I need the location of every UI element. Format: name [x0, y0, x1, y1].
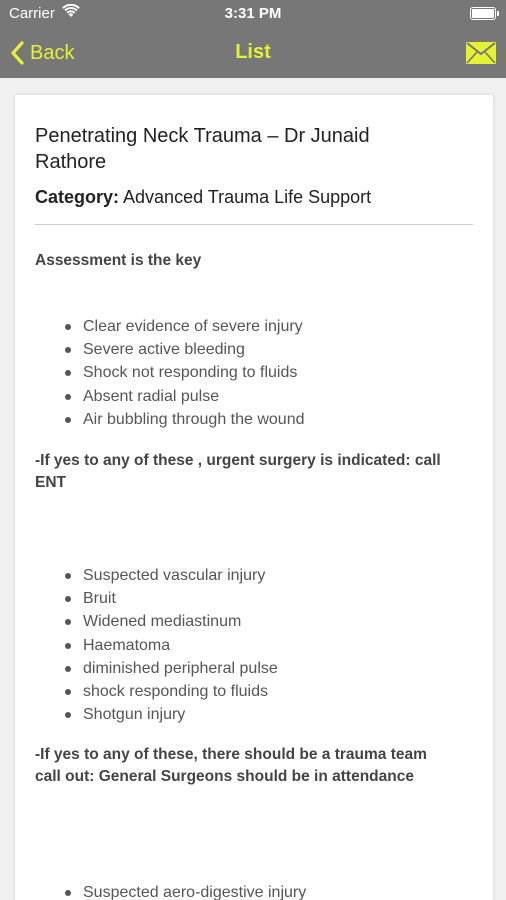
mail-button[interactable] — [466, 42, 496, 64]
page-title: List — [235, 41, 271, 63]
list-item: Suspected aero-digestive injury — [35, 881, 306, 900]
list-item: Clear evidence of severe injury — [35, 315, 305, 338]
article-category — [35, 187, 371, 208]
back-button-label: Back — [30, 41, 75, 64]
status-bar — [0, 0, 506, 28]
list-item: Shock not responding to fluids — [35, 361, 305, 384]
list-item: Absent radial pulse — [35, 385, 305, 408]
list-item: Haematoma — [35, 634, 278, 657]
mail-icon — [466, 42, 496, 64]
list-item: Bruit — [35, 587, 278, 610]
article-title: Penetrating Neck Trauma – Dr Junaid Rathore — [35, 125, 370, 173]
list-item: Air bubbling through the wound — [35, 408, 305, 431]
section1-list — [35, 315, 305, 431]
list-item: Shotgun injury — [35, 703, 278, 726]
navigation-bar — [0, 28, 506, 78]
list-item: Widened mediastinum — [35, 610, 278, 633]
list-item: diminished peripheral pulse — [35, 657, 278, 680]
list-item: Suspected vascular injury — [35, 564, 278, 587]
list-item: Severe active bleeding — [35, 338, 305, 361]
section1-note: -If yes to any of these , urgent surgery is indicated: call ENT — [35, 452, 441, 491]
section3-list — [35, 881, 306, 900]
divider — [35, 224, 473, 225]
battery-icon — [470, 7, 496, 20]
carrier-label: Carrier — [9, 5, 55, 22]
section-heading: Assessment is the key — [35, 252, 202, 269]
status-time: 3:31 PM — [224, 5, 282, 22]
list-item: shock responding to fluids — [35, 680, 278, 703]
section2-note: -If yes to any of these, there should be a trauma team call out: General Surgeons should be in attendance — [35, 746, 427, 785]
category-value: Advanced Trauma Life Support — [123, 187, 372, 207]
section2-list — [35, 564, 278, 726]
category-label: Category: — [35, 187, 120, 207]
article-card — [15, 95, 493, 900]
